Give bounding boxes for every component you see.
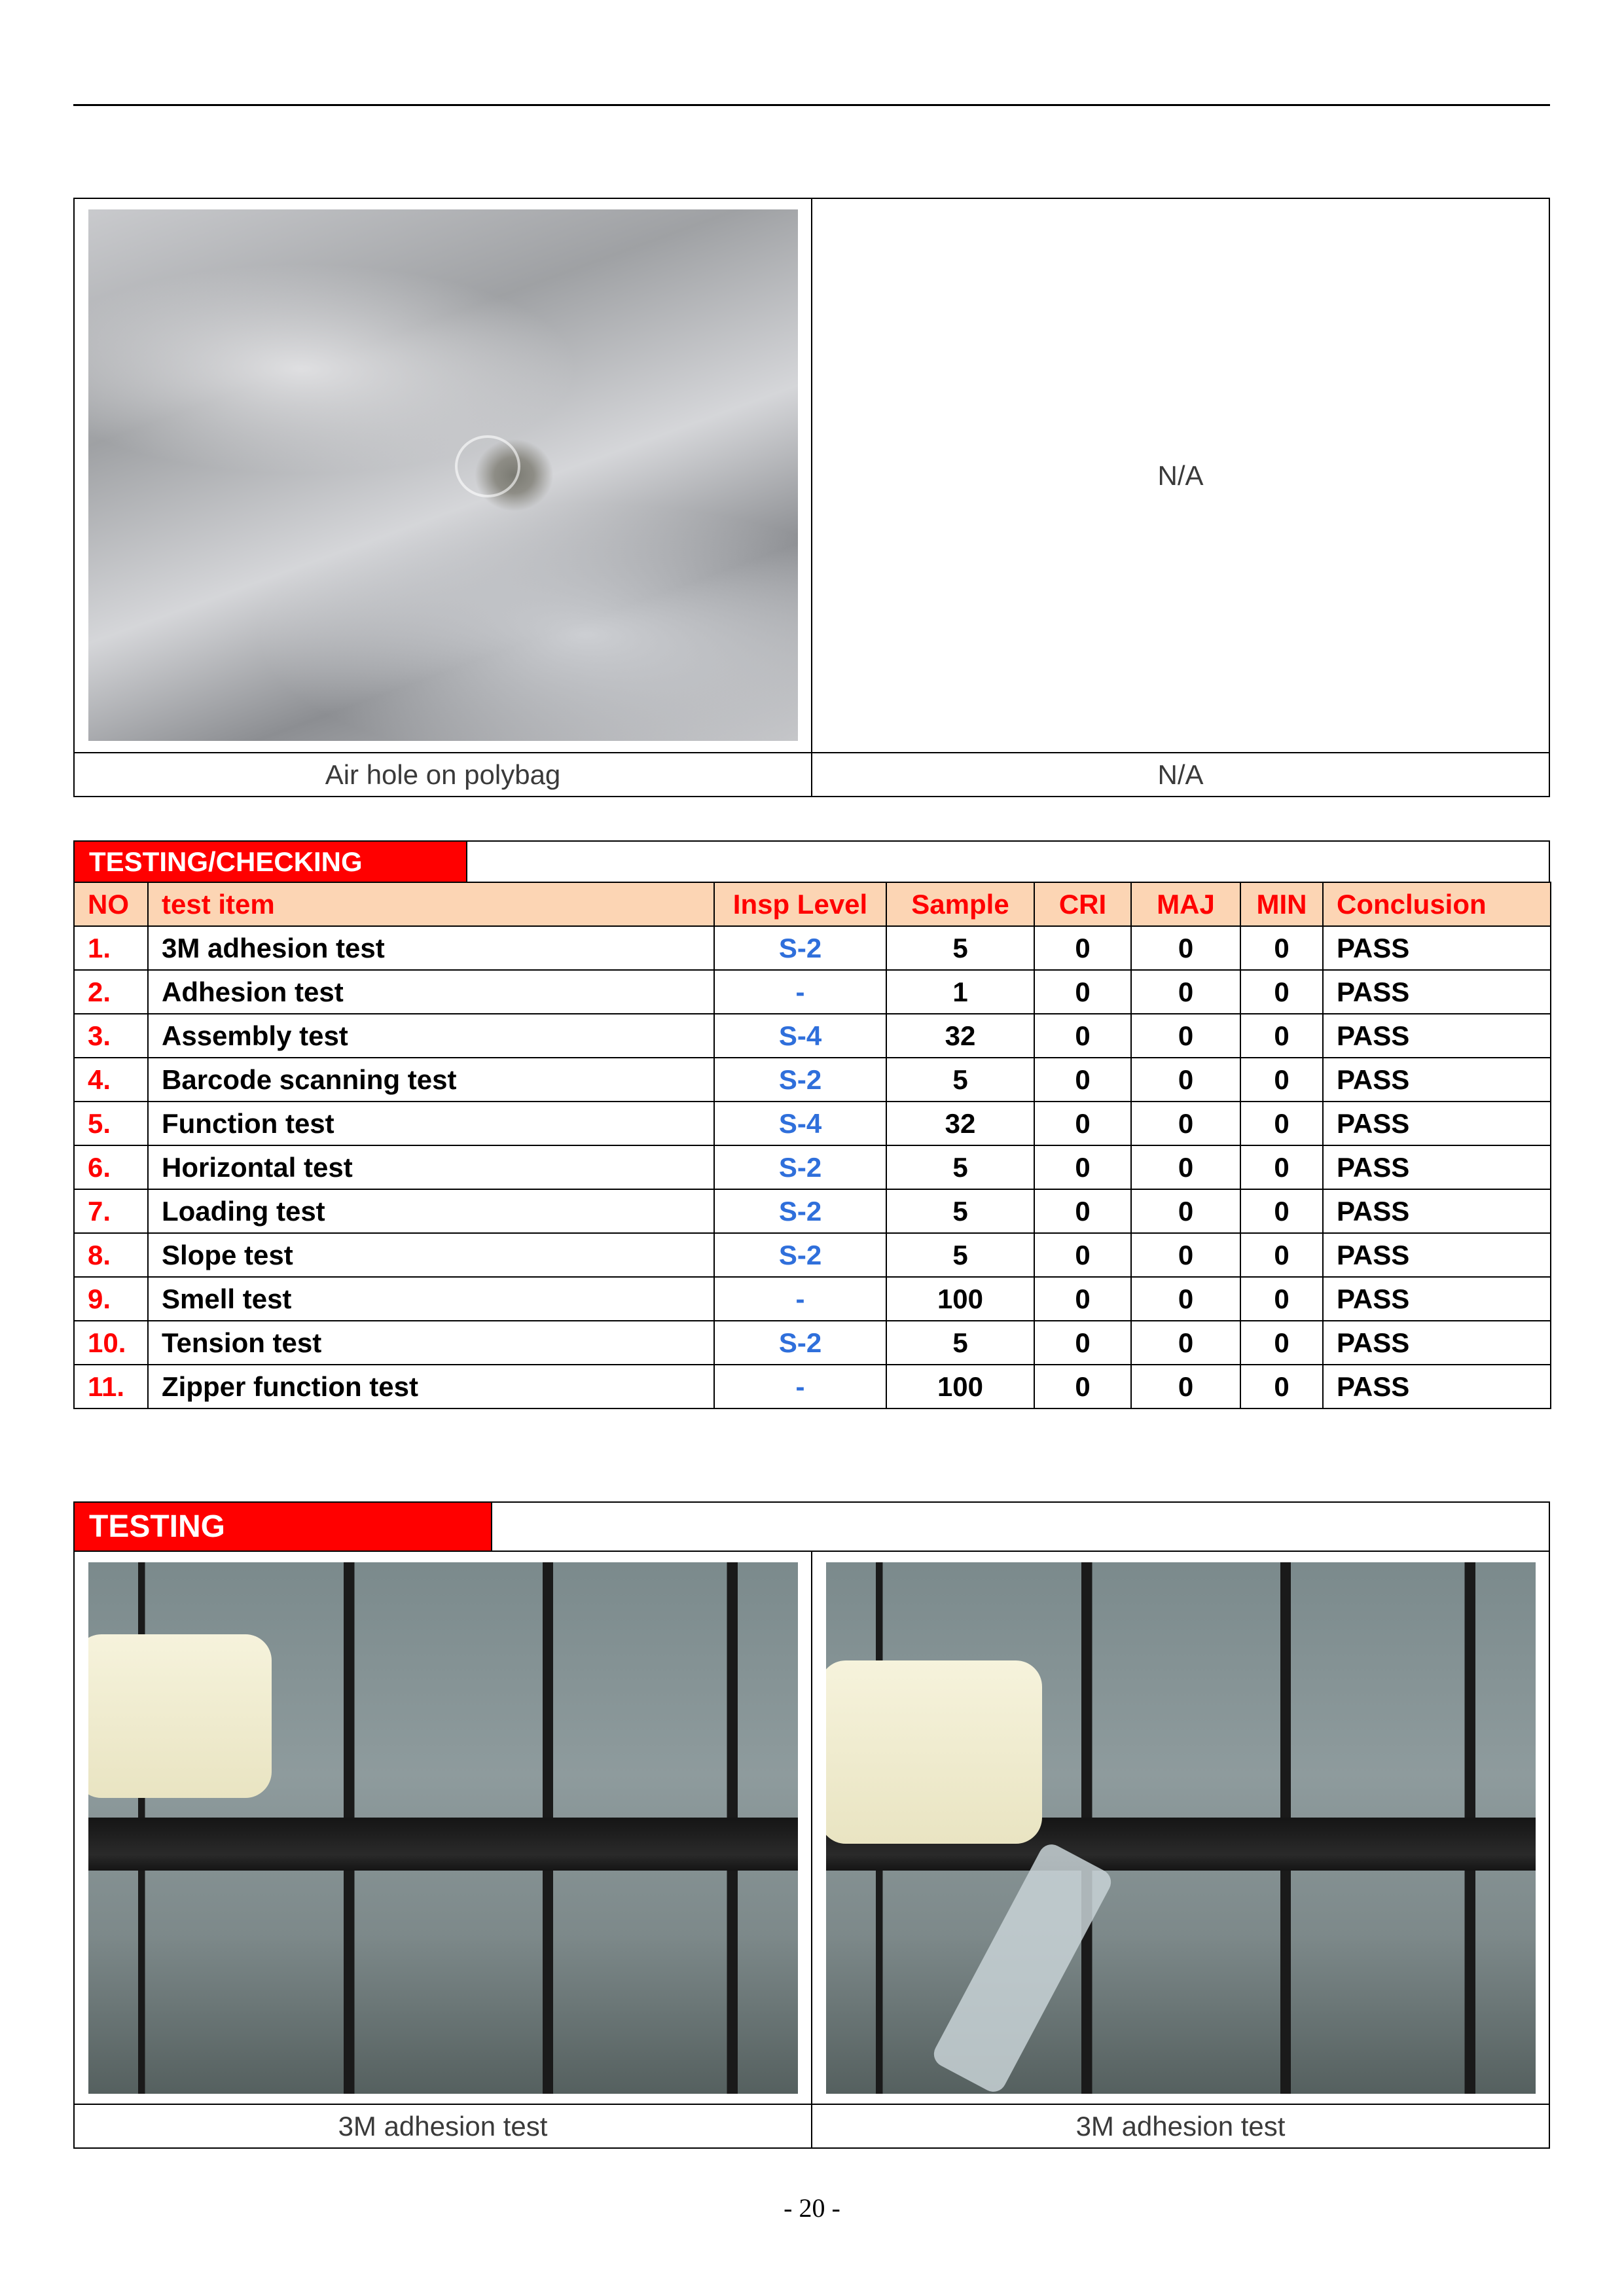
insp-level-cell: S-4 [714,1014,886,1058]
testing-title: TESTING [75,1503,491,1551]
header-rule [73,104,1550,106]
table-row [74,926,1551,970]
row-number-cell: 10. [74,1321,148,1365]
insp-level-cell: S-2 [714,1189,886,1233]
testing-checking-title-divider [466,840,467,883]
testing-caption-left: 3M adhesion test [338,2110,548,2142]
testing-checking-title: TESTING/CHECKING [75,842,466,882]
page-number: - 20 - [784,2193,840,2223]
sample-size-cell: 32 [886,1102,1034,1145]
table-row [74,1189,1551,1233]
min-count-cell: 0 [1240,1365,1323,1408]
testing-checking-table [73,882,1551,1409]
col-header-conclusion: Conclusion [1323,882,1551,926]
insp-level-cell: - [714,970,886,1014]
row-number-cell: 8. [74,1233,148,1277]
cri-count-cell: 0 [1034,1365,1131,1408]
sample-size-cell: 32 [886,1014,1034,1058]
insp-level-cell: - [714,1277,886,1321]
sample-size-cell: 1 [886,970,1034,1014]
conclusion-cell: PASS [1323,1102,1551,1145]
col-header-sample: Sample [886,882,1034,926]
min-count-cell: 0 [1240,1189,1323,1233]
col-header-maj: MAJ [1131,882,1240,926]
conclusion-cell: PASS [1323,1189,1551,1233]
maj-count-cell: 0 [1131,1014,1240,1058]
testing-title-divider [491,1501,492,1552]
table-row [74,1365,1551,1408]
testing-caption-right: 3M adhesion test [1075,2110,1286,2142]
conclusion-cell: PASS [1323,1365,1551,1408]
cri-count-cell: 0 [1034,970,1131,1014]
table-row [74,1058,1551,1102]
cri-count-cell: 0 [1034,1058,1131,1102]
test-item-cell: Horizontal test [148,1145,714,1189]
cri-count-cell: 0 [1034,1102,1131,1145]
photo-caption-right: N/A [1157,759,1204,790]
maj-count-cell: 0 [1131,1189,1240,1233]
maj-count-cell: 0 [1131,1233,1240,1277]
table-row [74,1277,1551,1321]
conclusion-cell: PASS [1323,1145,1551,1189]
test-item-cell: Assembly test [148,1014,714,1058]
sample-size-cell: 5 [886,1321,1034,1365]
maj-count-cell: 0 [1131,1058,1240,1102]
test-item-cell: Barcode scanning test [148,1058,714,1102]
test-item-cell: Adhesion test [148,970,714,1014]
insp-level-cell: - [714,1365,886,1408]
conclusion-cell: PASS [1323,1014,1551,1058]
test-item-cell: Function test [148,1102,714,1145]
insp-level-cell: S-2 [714,1058,886,1102]
polybag-air-hole-photo [88,209,798,741]
min-count-cell: 0 [1240,1321,1323,1365]
insp-level-cell: S-2 [714,1233,886,1277]
sample-size-cell: 5 [886,1233,1034,1277]
sample-size-cell: 5 [886,1058,1034,1102]
conclusion-cell: PASS [1323,1058,1551,1102]
row-number-cell: 9. [74,1277,148,1321]
test-item-cell: 3M adhesion test [148,926,714,970]
conclusion-cell: PASS [1323,1321,1551,1365]
cri-count-cell: 0 [1034,1145,1131,1189]
test-item-cell: Zipper function test [148,1365,714,1408]
min-count-cell: 0 [1240,1102,1323,1145]
insp-level-cell: S-4 [714,1102,886,1145]
row-number-cell: 3. [74,1014,148,1058]
maj-count-cell: 0 [1131,1102,1240,1145]
conclusion-cell: PASS [1323,1233,1551,1277]
cri-count-cell: 0 [1034,1189,1131,1233]
table-row [74,1145,1551,1189]
cri-count-cell: 0 [1034,1277,1131,1321]
sample-size-cell: 100 [886,1365,1034,1408]
test-item-cell: Loading test [148,1189,714,1233]
cri-count-cell: 0 [1034,926,1131,970]
test-item-cell: Tension test [148,1321,714,1365]
table-row [74,1014,1551,1058]
row-number-cell: 6. [74,1145,148,1189]
min-count-cell: 0 [1240,970,1323,1014]
table-row [74,1233,1551,1277]
test-item-cell: Slope test [148,1233,714,1277]
sample-size-cell: 5 [886,1145,1034,1189]
cri-count-cell: 0 [1034,1233,1131,1277]
cri-count-cell: 0 [1034,1321,1131,1365]
row-number-cell: 5. [74,1102,148,1145]
sample-size-cell: 5 [886,926,1034,970]
maj-count-cell: 0 [1131,926,1240,970]
table-header-row [74,882,1551,926]
conclusion-cell: PASS [1323,970,1551,1014]
test-item-cell: Smell test [148,1277,714,1321]
sample-size-cell: 5 [886,1189,1034,1233]
min-count-cell: 0 [1240,1058,1323,1102]
min-count-cell: 0 [1240,926,1323,970]
table-row [74,970,1551,1014]
min-count-cell: 0 [1240,1014,1323,1058]
table-row [74,1102,1551,1145]
maj-count-cell: 0 [1131,1365,1240,1408]
maj-count-cell: 0 [1131,1321,1240,1365]
adhesion-test-photo-left [88,1562,798,2094]
sample-size-cell: 100 [886,1277,1034,1321]
cri-count-cell: 0 [1034,1014,1131,1058]
maj-count-cell: 0 [1131,1145,1240,1189]
col-header-min: MIN [1240,882,1323,926]
min-count-cell: 0 [1240,1277,1323,1321]
insp-level-cell: S-2 [714,926,886,970]
col-header-no: NO [74,882,148,926]
min-count-cell: 0 [1240,1233,1323,1277]
photo-caption-left: Air hole on polybag [325,759,561,790]
photo-grid-testing-divider [811,1551,812,2149]
na-placeholder: N/A [1157,459,1204,491]
row-number-cell: 2. [74,970,148,1014]
maj-count-cell: 0 [1131,1277,1240,1321]
row-number-cell: 11. [74,1365,148,1408]
col-header-test-item: test item [148,882,714,926]
insp-level-cell: S-2 [714,1321,886,1365]
row-number-cell: 1. [74,926,148,970]
col-header-cri: CRI [1034,882,1131,926]
conclusion-cell: PASS [1323,926,1551,970]
conclusion-cell: PASS [1323,1277,1551,1321]
row-number-cell: 4. [74,1058,148,1102]
maj-count-cell: 0 [1131,970,1240,1014]
table-row [74,1321,1551,1365]
col-header-insp-level: Insp Level [714,882,886,926]
row-number-cell: 7. [74,1189,148,1233]
min-count-cell: 0 [1240,1145,1323,1189]
insp-level-cell: S-2 [714,1145,886,1189]
adhesion-test-photo-right [826,1562,1536,2094]
